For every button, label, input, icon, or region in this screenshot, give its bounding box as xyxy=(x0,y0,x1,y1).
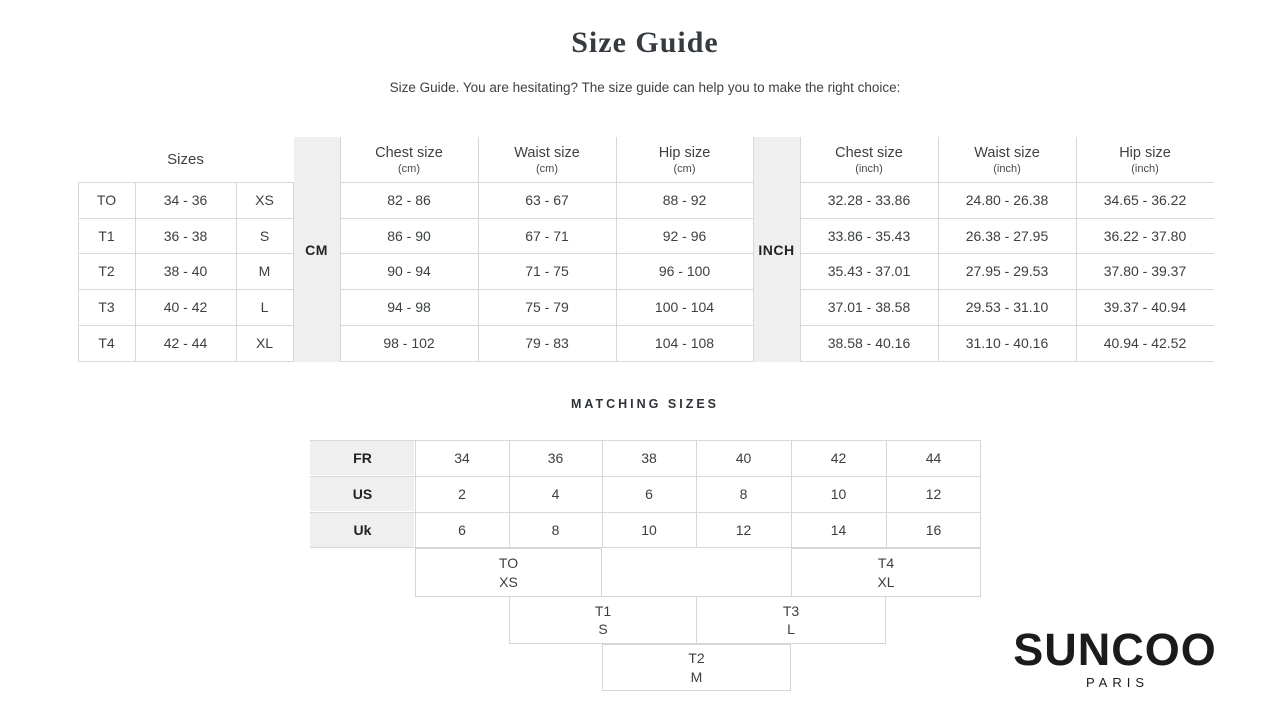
sizes-group-header: Sizes xyxy=(167,151,204,168)
cell-intl-size: S xyxy=(259,228,270,244)
cell-chest-inch: 38.58 - 40.16 xyxy=(827,335,911,351)
cell-waist-inch: 26.38 - 27.95 xyxy=(965,228,1049,244)
cell-waist-cm: 75 - 79 xyxy=(525,299,569,315)
column-header-waist-cm xyxy=(478,137,616,182)
map-code: T4 xyxy=(877,555,895,572)
inch-band-label: INCH xyxy=(758,241,795,258)
cell-hip-inch: 40.94 - 42.52 xyxy=(1103,335,1187,351)
cell-size-code: T3 xyxy=(98,299,115,315)
column-unit: (inch) xyxy=(855,162,883,175)
cell-chest-inch: 35.43 - 37.01 xyxy=(827,263,911,279)
cell-chest-cm: 94 - 98 xyxy=(387,299,431,315)
table-row xyxy=(78,218,1214,254)
cell-size-code: T1 xyxy=(98,228,115,244)
brand-name: SUNCOO xyxy=(1013,624,1217,675)
column-title: Waist size xyxy=(974,144,1040,161)
cell-waist-cm: 63 - 67 xyxy=(525,192,569,208)
column-header-waist-inch xyxy=(938,137,1076,182)
column-unit: (cm) xyxy=(536,162,558,175)
map-box-t3-l xyxy=(696,596,886,644)
cell-hip-inch: 39.37 - 40.94 xyxy=(1103,299,1187,315)
column-header-chest-inch xyxy=(800,137,938,182)
matching-value: 34 xyxy=(454,450,470,466)
row-label: US xyxy=(352,486,373,502)
cell-intl-size: L xyxy=(260,299,269,315)
matching-value: 2 xyxy=(458,486,466,502)
cell-spacer xyxy=(753,289,800,325)
matching-value: 16 xyxy=(925,522,942,538)
cell-intl-size: XL xyxy=(255,335,274,351)
matching-value: 12 xyxy=(925,486,942,502)
map-letter: M xyxy=(690,668,703,685)
matching-value: 8 xyxy=(551,522,560,538)
table-row xyxy=(78,325,1214,361)
map-code: T1 xyxy=(594,602,612,619)
column-title: Hip size xyxy=(1119,144,1171,161)
matching-value: 10 xyxy=(641,522,657,538)
map-box-t4-xl xyxy=(791,548,981,597)
cell-spacer xyxy=(753,253,800,289)
cell-size-code: TO xyxy=(96,192,117,208)
matching-row-uk xyxy=(310,512,981,548)
map-code: TO xyxy=(498,555,519,572)
column-title: Hip size xyxy=(658,144,711,161)
cell-chest-cm: 98 - 102 xyxy=(383,335,435,351)
matching-value: 4 xyxy=(551,486,560,502)
cell-waist-inch: 27.95 - 29.53 xyxy=(965,263,1049,279)
matching-sizes-table xyxy=(310,440,981,548)
cell-spacer xyxy=(753,325,800,361)
cell-hip-cm: 92 - 96 xyxy=(662,228,707,244)
cell-hip-inch: 34.65 - 36.22 xyxy=(1103,192,1187,208)
cell-spacer xyxy=(753,218,800,254)
matching-value: 6 xyxy=(458,522,466,538)
table-row xyxy=(78,289,1214,325)
column-header-hip-inch xyxy=(1076,137,1214,182)
cell-chest-cm: 86 - 90 xyxy=(387,228,431,244)
map-letter: XL xyxy=(877,573,895,590)
size-table xyxy=(78,137,1214,363)
cell-spacer xyxy=(753,182,800,218)
cell-fr-range: 34 - 36 xyxy=(163,192,208,208)
matching-value: 40 xyxy=(735,450,752,466)
matching-sizes-heading: MATCHING SIZES xyxy=(570,397,720,411)
cell-spacer xyxy=(293,325,340,361)
cell-chest-inch: 32.28 - 33.86 xyxy=(827,192,911,208)
column-title: Waist size xyxy=(514,144,580,161)
row-label: FR xyxy=(353,450,372,466)
matching-row-fr xyxy=(310,440,981,476)
cell-fr-range: 36 - 38 xyxy=(163,228,208,244)
cell-waist-inch: 29.53 - 31.10 xyxy=(965,299,1049,315)
cell-spacer xyxy=(293,218,340,254)
cell-intl-size: XS xyxy=(255,192,274,208)
cell-waist-cm: 67 - 71 xyxy=(525,228,569,244)
column-unit: (cm) xyxy=(398,162,420,175)
column-unit: (cm) xyxy=(673,162,696,175)
map-box-to-xs xyxy=(415,548,602,597)
cell-spacer xyxy=(293,289,340,325)
column-unit: (inch) xyxy=(1131,162,1159,175)
divider xyxy=(78,361,1214,362)
matching-value: 38 xyxy=(641,450,657,466)
page-subtitle: Size Guide. You are hesitating? The size guide can help you to make the right choice: xyxy=(389,80,901,95)
brand-logo xyxy=(996,624,1234,690)
column-unit: (inch) xyxy=(993,162,1021,175)
cell-chest-inch: 33.86 - 35.43 xyxy=(827,228,911,244)
matching-value: 10 xyxy=(830,486,847,502)
matching-row-us xyxy=(310,476,981,512)
cell-chest-cm: 90 - 94 xyxy=(387,263,431,279)
map-letter: S xyxy=(598,621,608,637)
column-header-chest-cm xyxy=(340,137,478,182)
cell-fr-range: 42 - 44 xyxy=(163,335,208,351)
cell-fr-range: 38 - 40 xyxy=(163,263,208,279)
cell-chest-inch: 37.01 - 38.58 xyxy=(827,299,911,315)
cell-waist-inch: 31.10 - 40.16 xyxy=(965,335,1049,351)
matching-value: 36 xyxy=(547,450,564,466)
brand-city: PARIS xyxy=(1085,675,1150,690)
cell-hip-cm: 88 - 92 xyxy=(662,192,707,208)
cell-waist-cm: 71 - 75 xyxy=(525,263,569,279)
cell-spacer xyxy=(293,182,340,218)
matching-value: 42 xyxy=(830,450,847,466)
matching-value: 12 xyxy=(735,522,752,538)
cell-hip-inch: 37.80 - 39.37 xyxy=(1103,263,1187,279)
column-header-hip-cm xyxy=(616,137,753,182)
cell-hip-inch: 36.22 - 37.80 xyxy=(1103,228,1187,244)
column-title: Chest size xyxy=(375,144,443,161)
cell-intl-size: M xyxy=(258,263,271,279)
map-code: T3 xyxy=(782,602,800,619)
page-title: Size Guide xyxy=(571,26,719,59)
table-row xyxy=(78,182,1214,218)
matching-value: 44 xyxy=(925,450,942,466)
map-code: T2 xyxy=(688,650,705,667)
cell-spacer xyxy=(293,253,340,289)
cell-hip-cm: 96 - 100 xyxy=(658,263,711,279)
cell-waist-inch: 24.80 - 26.38 xyxy=(965,192,1049,208)
matching-value: 8 xyxy=(739,486,748,502)
cell-hip-cm: 104 - 108 xyxy=(654,335,715,351)
map-letter: L xyxy=(787,621,795,637)
row-label: Uk xyxy=(353,522,372,538)
map-box-t2-m xyxy=(602,644,791,691)
cm-band-label: CM xyxy=(305,241,328,258)
matching-value: 6 xyxy=(645,486,653,502)
matching-value: 14 xyxy=(830,522,847,538)
cell-fr-range: 40 - 42 xyxy=(163,299,208,315)
map-letter: XS xyxy=(499,573,518,590)
cell-chest-cm: 82 - 86 xyxy=(387,192,431,208)
cell-waist-cm: 79 - 83 xyxy=(525,335,569,351)
cell-size-code: T4 xyxy=(98,335,115,351)
cell-size-code: T2 xyxy=(98,263,115,279)
column-title: Chest size xyxy=(835,144,903,161)
table-row xyxy=(78,253,1214,289)
map-box-t1-s xyxy=(509,596,697,644)
cell-hip-cm: 100 - 104 xyxy=(654,299,715,315)
